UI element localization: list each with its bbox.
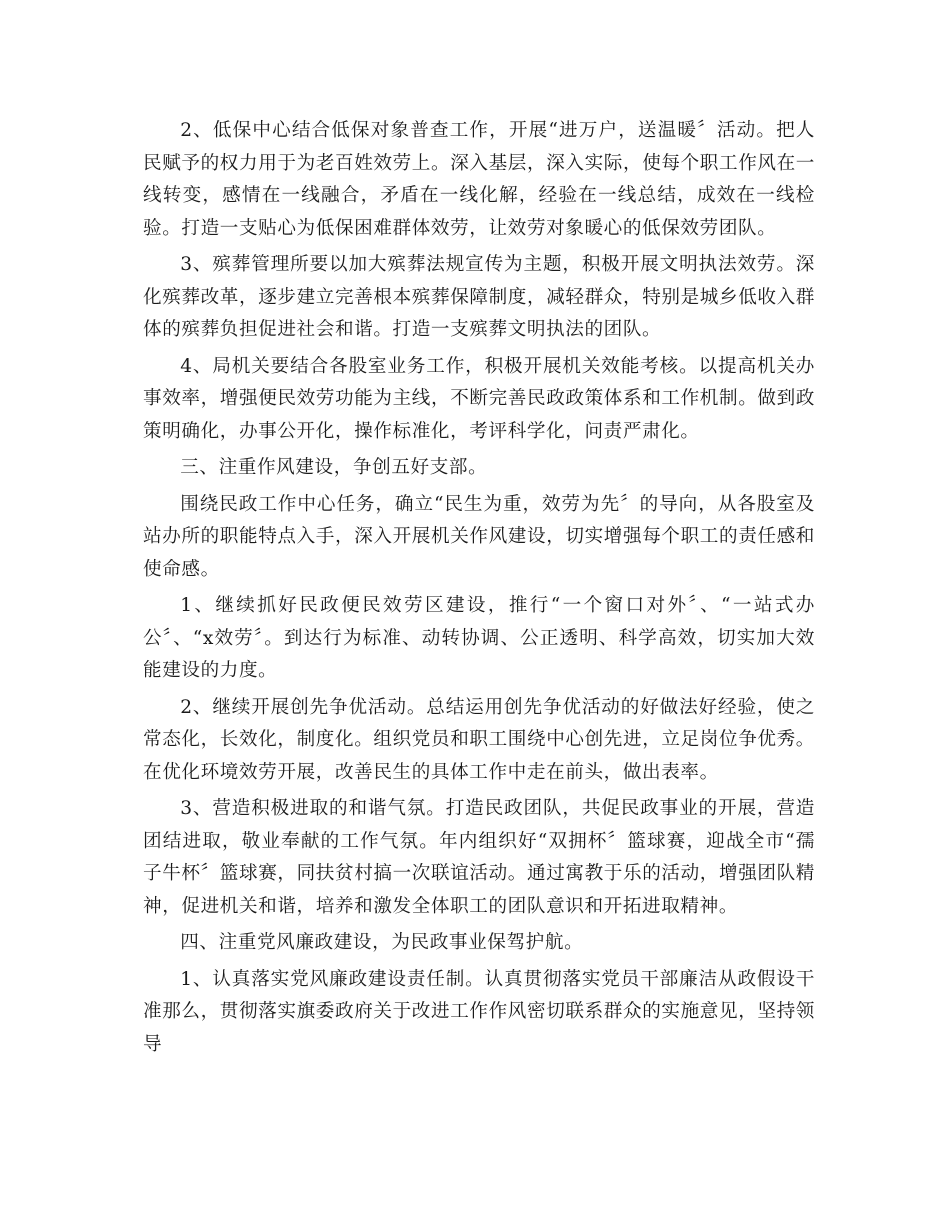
paragraph-excellence-activities: 2、继续开展创先争优活动。总结运用创先争优活动的好做法好经验，使之常态化，长效化，制度化。组织党员和职工围绕中心创先进，立足岗位争优秀。在优化环境效劳开展，改善民生的具体工作中走在前头，做出表率。	[143, 696, 815, 783]
paragraph-section-intro: 围绕民政工作中心任务，确立“民生为重，效劳为先〞的导向，从各股室及站办所的职能特点入手，深入开展机关作风建设，切实增强每个职工的责任感和使命感。	[143, 493, 815, 580]
paragraph-service-area: 1、继续抓好民政便民效劳区建设，推行“一个窗口对外〞、“一站式办公〞、“x效劳〞。到达行为标准、动转协调、公正透明、科学高效，切实加大效能建设的力度。	[143, 595, 815, 681]
paragraph-integrity-responsibility: 1、认真落实党风廉政建设责任制。认真贯彻落实党员干部廉洁从政假设干准那么，贯彻落实旗委政府关于改进工作作风密切联系群众的实施意见，坚持领导	[143, 968, 815, 1055]
paragraph-bureau-efficiency: 4、局机关要结合各股室业务工作，积极开展机关效能考核。以提高机关办事效率，增强便民效劳功能为主线，不断完善民政政策体系和工作机制。做到政策明确化，办事公开化，操作标准化，考评科学化，问责严肃化。	[143, 355, 815, 442]
document-body	[143, 115, 815, 1065]
paragraph-harmonious-atmosphere: 3、营造积极进取的和谐气氛。打造民政团队，共促民政事业的开展，营造团结进取，敬业奉献的工作气氛。年内组织好“双拥杯〞篮球赛，迎战全市“孺子牛杯〞篮球赛，同扶贫村搞一次联谊活动。通过寓教于乐的活动，增强团队精神，促进机关和谐，培养和激发全体职工的团队意识和开拓进取精神。	[143, 798, 815, 917]
paragraph-funeral-management: 3、殡葬管理所要以加大殡葬法规宣传为主题，积极开展文明执法效劳。深化殡葬改革，逐步建立完善根本殡葬保障制度，减轻群众，特别是城乡低收入群体的殡葬负担促进社会和谐。打造一支殡葬文明执法的团队。	[143, 254, 815, 340]
section-heading-integrity: 四、注重党风廉政建设，为民政事业保驾护航。	[180, 932, 584, 953]
paragraph-low-income-center: 2、低保中心结合低保对象普查工作，开展“进万户，送温暖〞活动。把人民赋予的权力用于为老百姓效劳上。深入基层，深入实际，使每个职工作风在一线转变，感情在一线融合，矛盾在一线化解，经验在一线总结，成效在一线检验。打造一支贴心为低保困难群体效劳，让效劳对象暖心的低保效劳团队。	[143, 120, 815, 239]
section-heading-work-style: 三、注重作风建设，争创五好支部。	[180, 457, 488, 478]
